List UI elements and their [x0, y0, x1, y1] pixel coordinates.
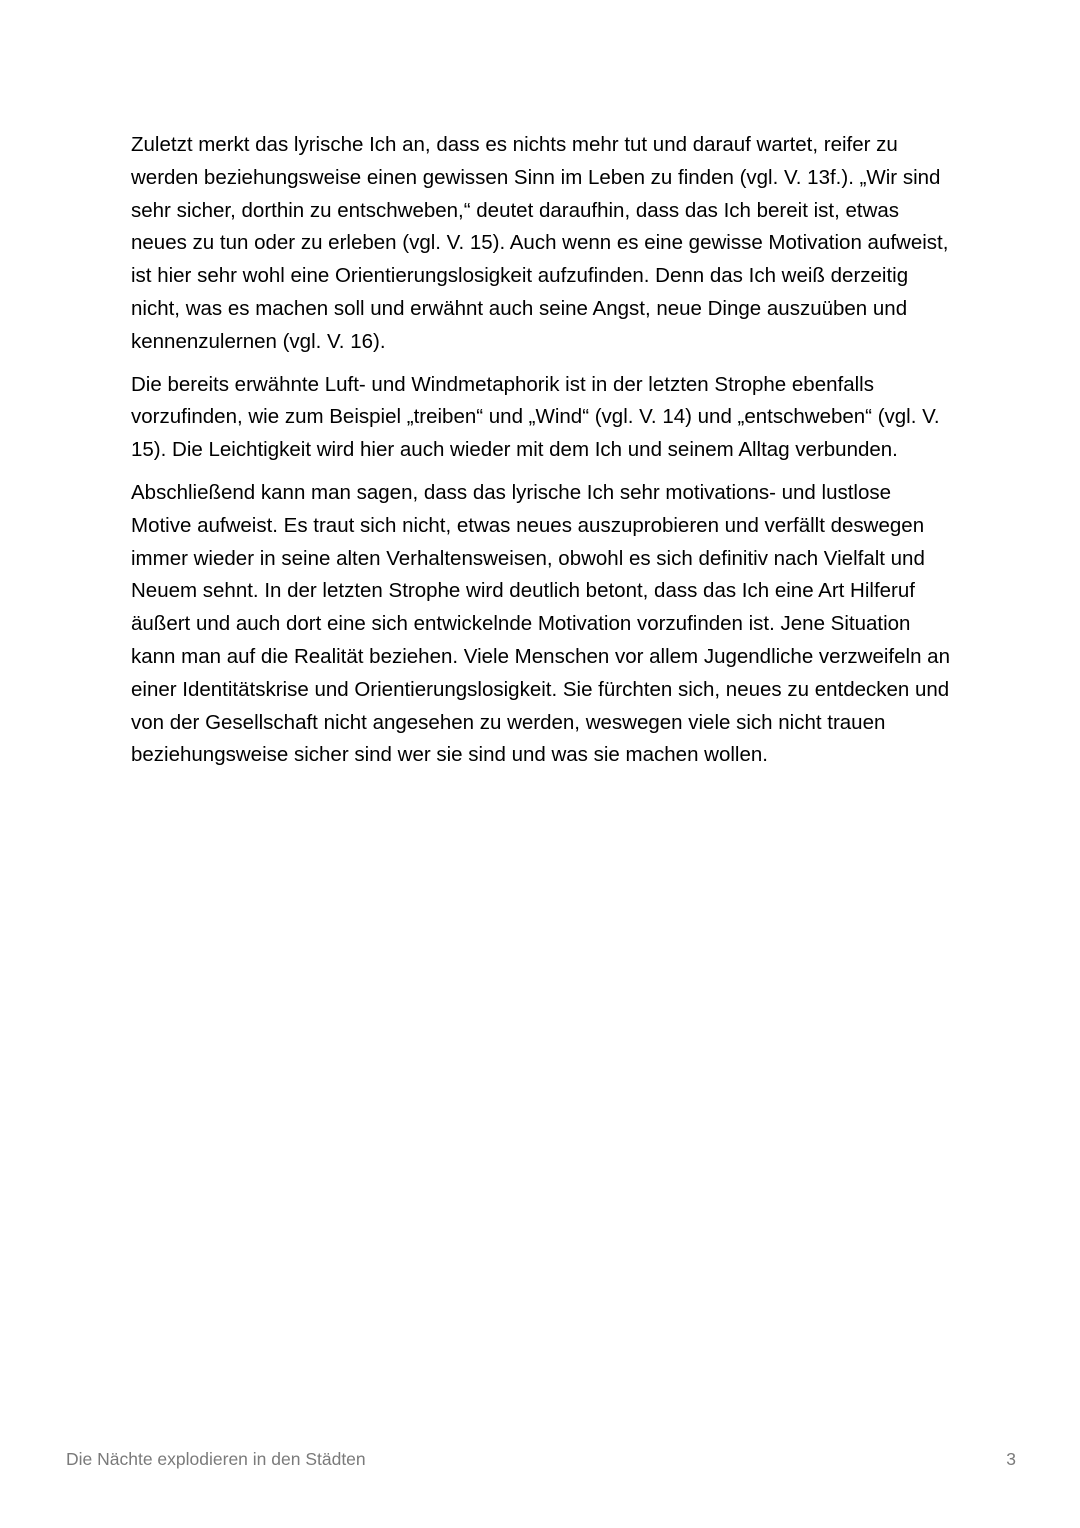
document-body [131, 129, 953, 782]
paragraph-1: Zuletzt merkt das lyrische Ich an, dass es nichts mehr tut und darauf wartet, reifer zu werden beziehungsweise einen gewissen Sinn im Leben zu finden (vgl. V. 13f.). „Wir sind sehr sicher, dorthin zu entschweben,“ deutet daraufhin, dass das Ich bereit ist, etwas neues zu tun oder zu erleben (vgl. V. 15). Auch wenn es eine gewisse Motivation aufweist, ist hier sehr wohl eine Orientierungslosigkeit aufzufinden. Denn das Ich weiß derzeitig nicht, was es machen soll und erwähnt auch seine Angst, neue Dinge auszuüben und kennenzulernen (vgl. V. 16). [131, 133, 949, 353]
paragraph-3: Abschließend kann man sagen, dass das lyrische Ich sehr motivations- und lustlose Motive aufweist. Es traut sich nicht, etwas neues auszuprobieren und verfällt deswegen immer wieder in seine alten Verhaltensweisen, obwohl es sich definitiv nach Vielfalt und Neuem sehnt. In der letzten Strophe wird deutlich betont, dass das Ich eine Art Hilferuf äußert und auch dort eine sich entwickelnde Motivation vorzufinden ist. Jene Situation kann man auf die Realität beziehen. Viele Menschen vor allem Jugendliche verzweifeln an einer Identitätskrise und Orientierungslosigkeit. Sie fürchten sich, neues zu entdecken und von der Gesellschaft nicht angesehen zu werden, weswegen viele sich nicht trauen beziehungsweise sicher sind wer sie sind und was sie machen wollen. [131, 480, 950, 767]
footer-page-number: 3 [1006, 1449, 1016, 1469]
paragraph-2: Die bereits erwähnte Luft- und Windmetaphorik ist in der letzten Strophe ebenfalls vorzufinden, wie zum Beispiel „treiben“ und „Wind“ (vgl. V. 14) und „entschweben“ (vgl. V. 15). Die Leichtigkeit wird hier auch wieder mit dem Ich und seinem Alltag verbunden. [131, 372, 940, 462]
footer-document-title: Die Nächte explodieren in den Städten [66, 1449, 366, 1469]
